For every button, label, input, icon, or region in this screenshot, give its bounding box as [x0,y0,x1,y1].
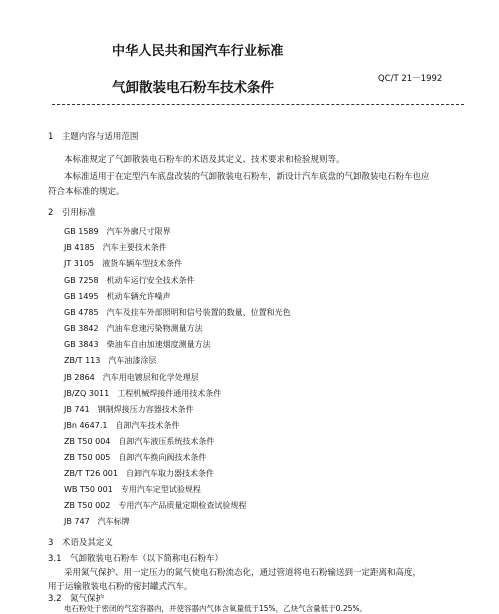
reference-item: ZB T50 002 专用汽车产品质量定期检查试验规程 [64,501,247,510]
organization-title: 中华人民共和国汽车行业标准 [112,44,284,59]
reference-item: WB T50 001 专用汽车定型试验规程 [64,485,201,494]
reference-item: GB 1589 汽车外廓尺寸限界 [64,227,171,236]
reference-item: GB 3842 汽油车怠速污染物测量方法 [64,324,203,333]
reference-item: ZB/T 113 汽车油漆涂层 [64,356,157,365]
section-3-heading: 3 术语及其定义 [48,538,113,548]
reference-item: ZB T50 004 自卸汽车液压系统技术条件 [64,437,215,446]
reference-item: JB 747 汽车标牌 [64,517,130,526]
reference-item: JBn 4647.1 自卸汽车技术条件 [64,421,180,430]
section-1-paragraph-2-cont: 符合本标准的规定。 [48,187,125,197]
reference-item: ZB/T T26 001 自卸汽车取力器技术条件 [64,469,214,478]
reference-item: JB 4185 汽车主要技术条件 [64,243,167,252]
reference-item: JB/ZQ 3011 工程机械焊接件通用技术条件 [64,389,222,398]
section-2-heading: 2 引用标准 [48,208,96,218]
reference-item: ZB T50 005 自卸汽车换向阀技术条件 [64,453,207,462]
term-3-1-paragraph: 采用氮气保护、用一定压力的氮气使电石粉流态化，通过管道将电石粉输送到一定距离和高度， [64,568,422,578]
standard-number: QC/T 21－1992 [378,74,443,84]
term-3-2-paragraph: 电石粉处于密闭的气室容器内，并使容器内气体含氧量低于15%，乙炔气含量低于0.25%。 [64,604,367,613]
reference-item: GB 4785 汽车及挂车外部照明和信号装置的数量、位置和光色 [64,308,291,317]
reference-item: JB 2864 汽车用电镀层和化学处理层 [64,373,199,382]
document-title: 气卸散装电石粉车技术条件 [112,80,274,96]
term-3-1-heading: 3.1 气卸散装电石粉车（以下简称电石粉车） [48,554,224,564]
reference-item: JB 741 钢制焊接压力容器技术条件 [64,405,194,414]
reference-item: JT 3105 液货车辆车型技术条件 [64,259,183,268]
term-3-1-paragraph-cont: 用于运输散装电石粉的密封罐式汽车。 [48,582,193,592]
reference-item: GB 3843 柴油车自由加速烟度测量方法 [64,340,211,349]
header-rule [52,104,464,105]
reference-item: GB 7258 机动车运行安全技术条件 [64,276,195,285]
section-1-paragraph-2: 本标准适用于在定型汽车底盘改装的气卸散装电石粉车，新设计汽车底盘的气卸散装电石粉车也应 [64,172,430,182]
term-3-2-heading: 3.2 氮气保护 [48,594,105,604]
reference-item: GB 1495 机动车辆允许噪声 [64,292,171,301]
section-1-heading: 1 主题内容与适用范围 [48,132,139,142]
section-1-paragraph-1: 本标准规定了气卸散装电石粉车的术语及其定义、技术要求和检验规则等。 [64,155,345,165]
